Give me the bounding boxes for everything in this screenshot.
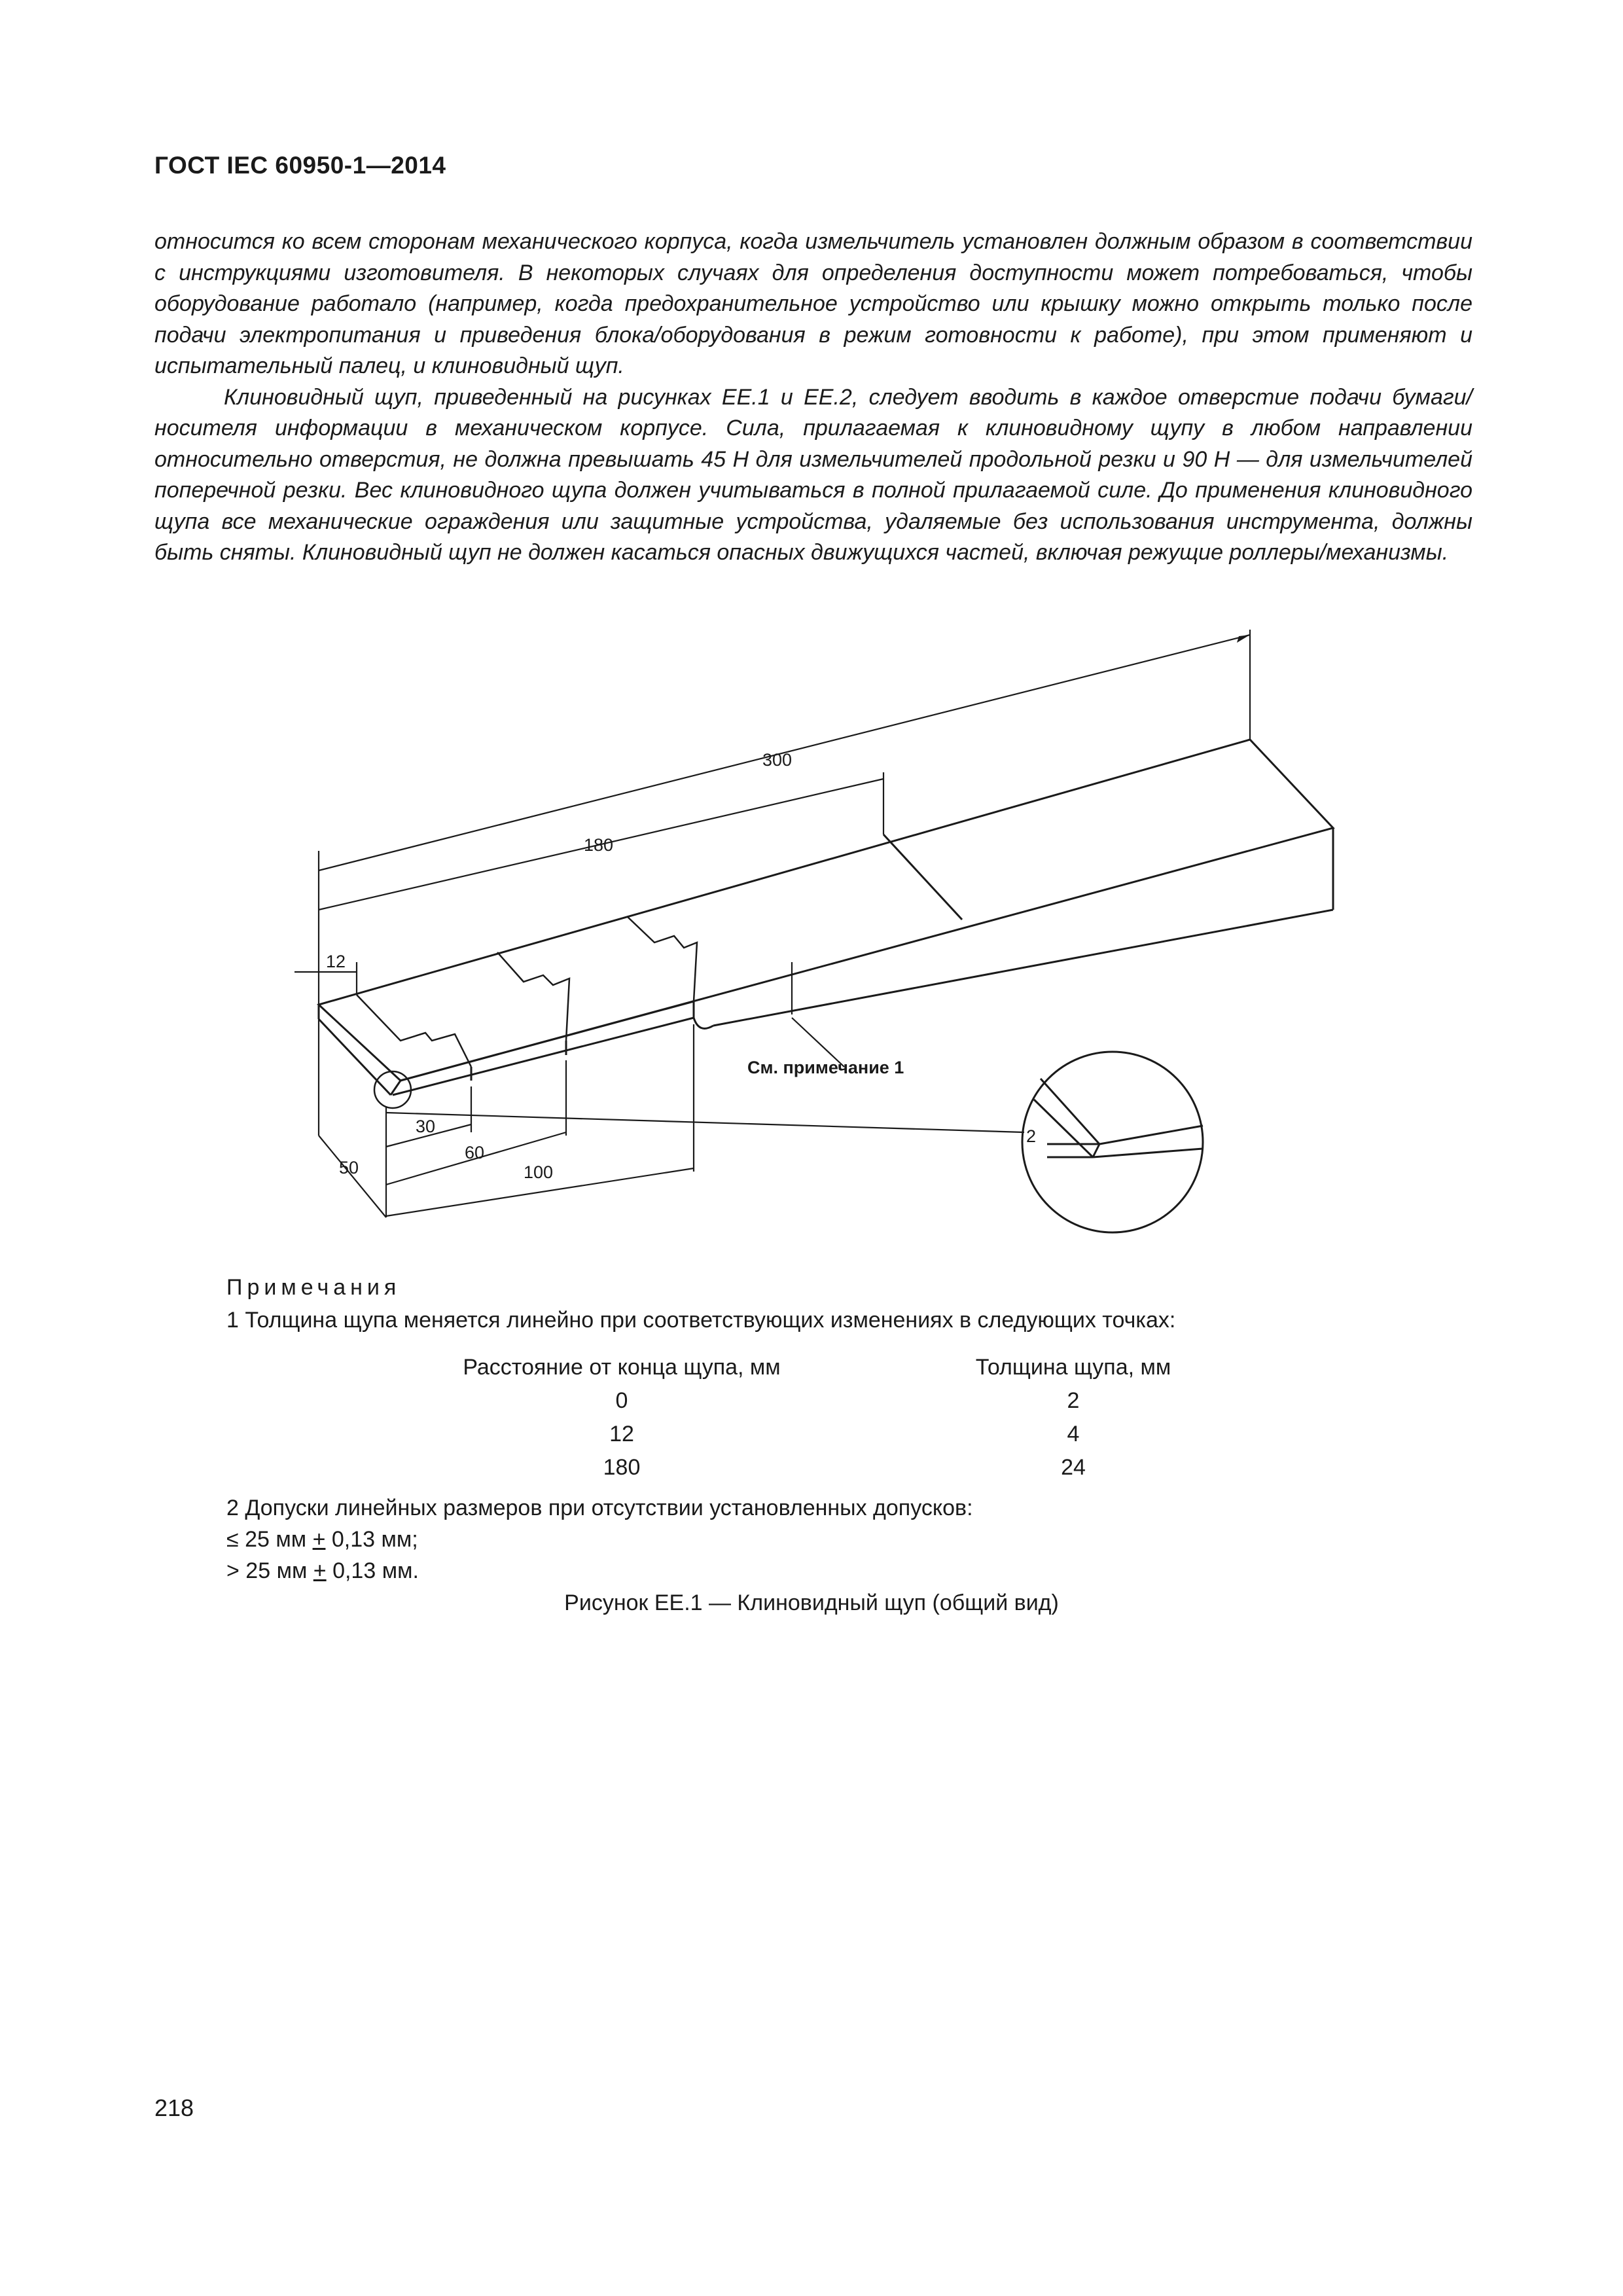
- paragraph-1: относится ко всем сторонам механического корпуса, когда измельчитель установлен должным образом в соответствии с инструкциями изготовителя. В некоторых случаях для определения доступности может потребоваться, чтобы оборудование работало (например, когда предохранительное устройство или крышку можно открыть только после подачи электропитания и приведения блока/оборудования в режим готовности к работе), при этом применяют и испытательный палец, и клиновидный щуп.: [154, 229, 1472, 378]
- detail-view: [374, 1052, 1203, 1232]
- table-cell-distance: 180: [603, 1455, 641, 1480]
- dim-label-100: 100: [524, 1162, 554, 1182]
- tolerance-1-prefix: ≤ 25 мм: [226, 1527, 313, 1552]
- tolerance-line-2: [226, 1555, 973, 1587]
- wedge-markings: [357, 916, 697, 1067]
- tolerance-notes: [226, 1492, 973, 1587]
- page-number: 218: [154, 2094, 194, 2121]
- tolerance-line-1: [226, 1524, 973, 1555]
- document-header: ГОСТ IEC 60950-1—2014: [154, 152, 446, 179]
- dim-label-180: 180: [584, 835, 614, 855]
- table-cell-thickness: 2: [1067, 1388, 1080, 1413]
- dimension-lines: [294, 630, 1250, 1217]
- dim-label-300: 300: [762, 750, 793, 770]
- notes-title: Примечания: [226, 1275, 401, 1300]
- table-header-distance: Расстояние от конца щупа, мм: [463, 1355, 781, 1380]
- table-header-thickness: Толщина щупа, мм: [975, 1355, 1171, 1380]
- paragraph-2: Клиновидный щуп, приведенный на рисунках EE.1 и EE.2, следует вводить в каждое отверстие подачи бумаги/носителя информации в механическом корпусе. Сила, прилагаемая к клиновидному щупу в любом направлении относительно отверстия, не должна превышать 45 Н для измельчителей продольной резки и 90 Н — для измельчителей поперечной резки. Вес клиновидного щупа должен учитываться в полной прилагаемой силе. До применения клиновидного щупа все механические ограждения или защитные устройства, удаляемые без использования инструмента, должны быть сняты. Клиновидный щуп не должен касаться опасных движущихся частей, включая режущие роллеры/механизмы.: [154, 384, 1472, 565]
- tolerance-1-plus-minus: +: [312, 1527, 326, 1552]
- table-cell-distance: 0: [615, 1388, 628, 1413]
- note-reference-label: См. примечание 1: [747, 1058, 904, 1077]
- dim-label-30: 30: [416, 1117, 436, 1136]
- table-row: [393, 1451, 1243, 1484]
- table-cell-thickness: 24: [1061, 1455, 1086, 1480]
- dim-label-60: 60: [465, 1143, 485, 1162]
- tolerance-2-suffix: 0,13 мм.: [326, 1558, 419, 1583]
- table-cell-thickness: 4: [1067, 1422, 1080, 1446]
- figure-caption: Рисунок EE.1 — Клиновидный щуп (общий вид): [564, 1590, 1059, 1615]
- dim-label-12: 12: [326, 952, 346, 971]
- table-header-row: [393, 1351, 1243, 1384]
- tolerance-2-plus-minus: +: [313, 1558, 327, 1583]
- note-2: 2 Допуски линейных размеров при отсутствии установленных допусков:: [226, 1496, 973, 1520]
- thickness-table: [393, 1351, 1243, 1484]
- dim-label-50: 50: [339, 1158, 359, 1177]
- tolerance-1-suffix: 0,13 мм;: [325, 1527, 418, 1552]
- notes-block: [226, 1271, 1470, 1336]
- table-cell-distance: 12: [609, 1422, 634, 1446]
- dimension-labels: [326, 750, 1036, 1182]
- table-row: [393, 1418, 1243, 1451]
- detail-dim-label-2: 2: [1026, 1126, 1037, 1146]
- table-row: [393, 1384, 1243, 1418]
- note-1: 1 Толщина щупа меняется линейно при соответствующих изменениях в следующих точках:: [226, 1308, 1176, 1333]
- tolerance-2-prefix: > 25 мм: [226, 1558, 313, 1583]
